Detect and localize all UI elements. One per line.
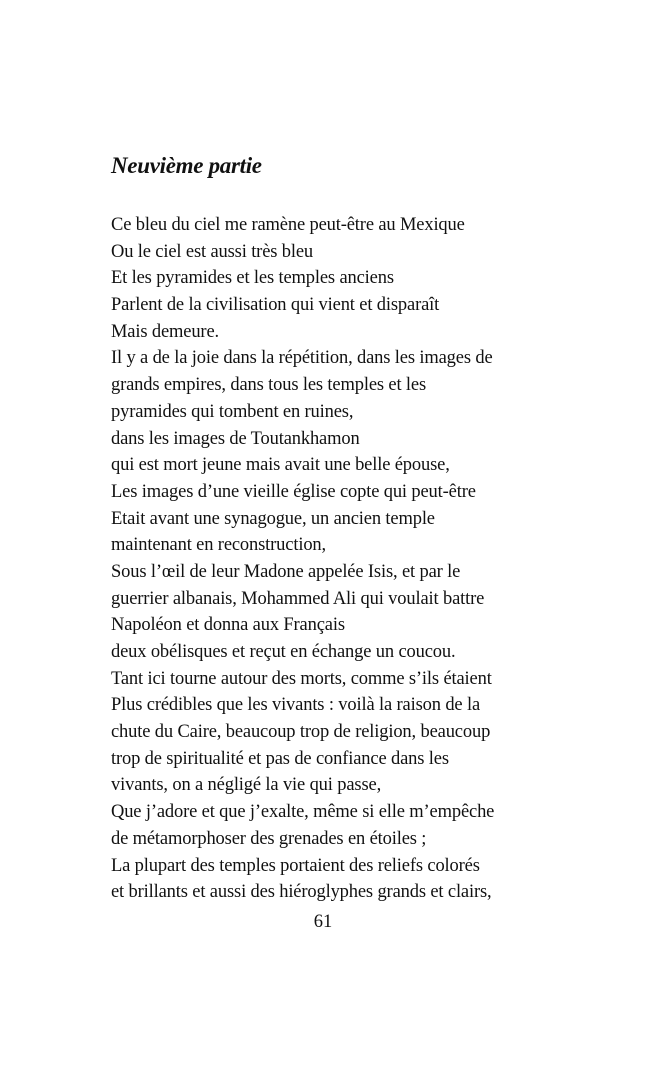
poem-line: Napoléon et donna aux Français <box>111 615 345 636</box>
poem-line: Il y a de la joie dans la répétition, dans les images de <box>111 348 493 369</box>
poem-line: qui est mort jeune mais avait une belle épouse, <box>111 455 450 476</box>
poem-line: Parlent de la civilisation qui vient et disparaît <box>111 295 440 316</box>
poem-line: La plupart des temples portaient des reliefs colorés <box>111 855 480 876</box>
poem-line: deux obélisques et reçut en échange un coucou. <box>111 642 456 662</box>
poem-line: maintenant en reconstruction, <box>111 535 327 556</box>
poem-line: Mais demeure. <box>111 321 219 342</box>
poem-line: Ce bleu du ciel me ramène peut-être au Mexique <box>111 215 465 235</box>
poem-line: chute du Caire, beaucoup trop de religion, beaucoup <box>111 722 491 743</box>
poem-line: Tant ici tourne autour des morts, comme s’ils étaient <box>111 668 492 689</box>
poem-line: dans les images de Toutankhamon <box>111 428 360 449</box>
poem-line: Que j’adore et que j’exalte, même si elle m’empêche <box>111 802 495 823</box>
poem-line: grands empires, dans tous les temples et les <box>111 375 427 396</box>
poem-line: Sous l’œil de leur Madone appelée Isis, et par le <box>111 561 461 582</box>
poem-line: guerrier albanais, Mohammed Ali qui voulait battre <box>111 588 485 609</box>
poem-line: Les images d’une vieille église copte qui peut-être <box>111 481 476 502</box>
poem-body <box>111 212 494 906</box>
poem-line: Et les pyramides et les temples anciens <box>111 268 394 289</box>
poem-line: pyramides qui tombent en ruines, <box>111 401 354 422</box>
section-title: Neuvième partie <box>111 153 262 178</box>
poem-line: de métamorphoser des grenades en étoiles ; <box>111 828 427 849</box>
poem-line: Plus crédibles que les vivants : voilà la raison de la <box>111 695 481 716</box>
poem-line: et brillants et aussi des hiéroglyphes grands et clairs, <box>111 882 492 903</box>
poem-line: vivants, on a négligé la vie qui passe, <box>111 775 382 796</box>
poem-line: Ou le ciel est aussi très bleu <box>111 241 314 262</box>
poem-line: Etait avant une synagogue, un ancien temple <box>111 508 435 529</box>
page-number: 61 <box>313 912 333 932</box>
poem-line: trop de spiritualité et pas de confiance dans les <box>111 748 449 769</box>
